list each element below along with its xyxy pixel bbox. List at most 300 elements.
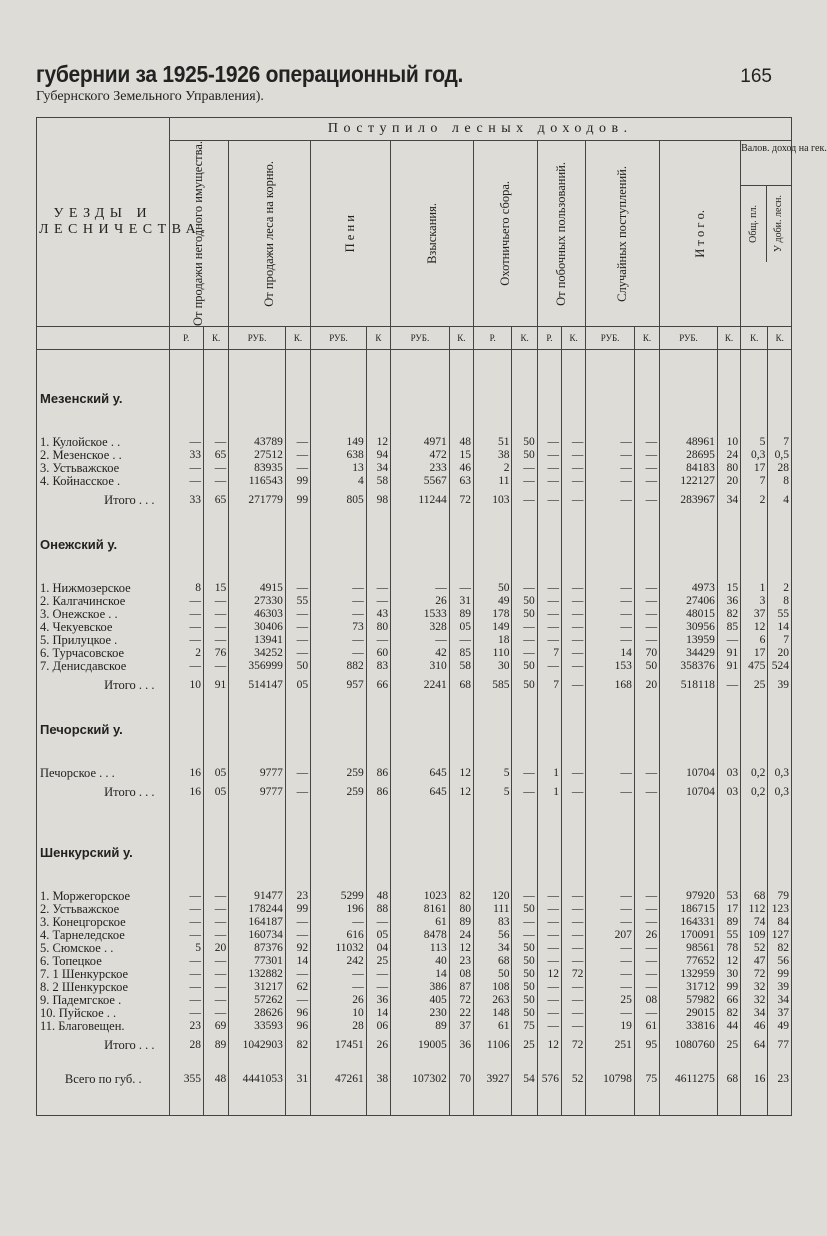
cell-value: 14: [366, 1007, 390, 1020]
district-row: [37, 711, 792, 737]
cell-value: 132959: [660, 968, 718, 981]
cell-value: 50: [512, 660, 537, 673]
page-subtitle: Губернского Земельного Управления).: [36, 89, 264, 104]
col-header-7: Случайных поступлений.: [586, 141, 660, 327]
cell-value: 34: [717, 488, 740, 512]
page-title: губернии за 1925-1926 операционный год.: [36, 62, 464, 88]
cell-value: —: [311, 634, 367, 647]
cell-value: 2: [768, 582, 792, 595]
cell-value: 37: [741, 608, 768, 621]
cell-value: 34429: [660, 647, 718, 660]
cell-value: —: [512, 647, 537, 660]
cell-value: —: [512, 475, 537, 488]
cell-value: —: [586, 955, 635, 968]
table-row: [37, 929, 792, 942]
cell-value: 66: [366, 673, 390, 697]
cell-value: 72: [449, 488, 473, 512]
cell-value: 356999: [229, 660, 286, 673]
cell-value: 4: [768, 488, 792, 512]
cell-value: —: [537, 449, 561, 462]
cell-value: 70: [634, 647, 659, 660]
cell-value: —: [537, 942, 561, 955]
cell-value: 84183: [660, 462, 718, 475]
cell-value: 10: [169, 673, 203, 697]
cell-value: —: [562, 475, 586, 488]
cell-value: 50: [512, 903, 537, 916]
cell-value: 26: [391, 595, 450, 608]
cell-value: 2: [474, 462, 512, 475]
cell-value: 55: [717, 929, 740, 942]
cell-value: —: [537, 582, 561, 595]
cell-value: —: [562, 647, 586, 660]
cell-value: —: [285, 647, 310, 660]
cell-value: 4915: [229, 582, 286, 595]
cell-value: 1: [741, 582, 768, 595]
cell-value: 242: [311, 955, 367, 968]
cell-value: 36: [449, 1033, 473, 1057]
cell-value: 23: [768, 1057, 792, 1101]
cell-value: 83: [366, 660, 390, 673]
cell-value: 5299: [311, 890, 367, 903]
cell-value: —: [512, 780, 537, 804]
cell-value: 55: [768, 608, 792, 621]
cell-value: —: [562, 916, 586, 929]
cell-value: —: [562, 462, 586, 475]
row-label: 7. Денисдавское: [37, 660, 170, 673]
cell-value: 77: [768, 1033, 792, 1057]
cell-value: —: [512, 767, 537, 780]
cell-value: 1042903: [229, 1033, 286, 1057]
cell-value: 96: [285, 1007, 310, 1020]
cell-value: 37: [768, 1007, 792, 1020]
cell-value: —: [366, 595, 390, 608]
cell-value: 170091: [660, 929, 718, 942]
cell-value: 31: [449, 595, 473, 608]
cell-value: 120: [474, 890, 512, 903]
cell-value: 56: [768, 955, 792, 968]
cell-value: 47261: [311, 1057, 367, 1101]
cell-value: 05: [203, 767, 228, 780]
cell-value: 475: [741, 660, 768, 673]
cell-value: —: [203, 595, 228, 608]
table-row: [37, 595, 792, 608]
cell-value: 263: [474, 994, 512, 1007]
cell-value: 95: [634, 1033, 659, 1057]
cell-value: —: [366, 634, 390, 647]
cell-value: 207: [586, 929, 635, 942]
cell-value: —: [311, 608, 367, 621]
cell-value: 96: [285, 1020, 310, 1033]
cell-value: 50: [285, 660, 310, 673]
cell-value: —: [537, 462, 561, 475]
cell-value: —: [562, 621, 586, 634]
cell-value: 47: [741, 955, 768, 968]
spacer-row: [37, 350, 792, 381]
cell-value: 638: [311, 449, 367, 462]
cell-value: 48: [203, 1057, 228, 1101]
cell-value: 80: [449, 903, 473, 916]
cell-value: —: [203, 608, 228, 621]
cell-value: 0,3: [768, 767, 792, 780]
cell-value: 12: [717, 955, 740, 968]
cell-value: 99: [768, 968, 792, 981]
cell-value: —: [562, 767, 586, 780]
cell-value: 251: [586, 1033, 635, 1057]
cell-value: 92: [285, 942, 310, 955]
cell-value: 38: [474, 449, 512, 462]
cell-value: 98: [366, 488, 390, 512]
cell-value: 4: [311, 475, 367, 488]
table-row: [37, 462, 792, 475]
cell-value: —: [285, 767, 310, 780]
cell-value: —: [366, 582, 390, 595]
unit-cell: РУБ.: [660, 327, 718, 350]
cell-value: 23: [169, 1020, 203, 1033]
row-label: Всего по губ. .: [37, 1057, 170, 1101]
cell-value: 25: [741, 673, 768, 697]
cell-value: 20: [634, 673, 659, 697]
cell-value: 08: [634, 994, 659, 1007]
cell-value: 18: [474, 634, 512, 647]
cell-value: —: [586, 436, 635, 449]
cell-value: 83935: [229, 462, 286, 475]
cell-value: —: [285, 634, 310, 647]
cell-value: 31: [285, 1057, 310, 1101]
cell-value: 79: [768, 890, 792, 903]
unit-cell: К.: [285, 327, 310, 350]
cell-value: 86: [366, 780, 390, 804]
cell-value: —: [586, 595, 635, 608]
cell-value: —: [169, 660, 203, 673]
cell-value: —: [586, 488, 635, 512]
cell-value: 36: [366, 994, 390, 1007]
cell-value: 7: [741, 475, 768, 488]
cell-value: 0,2: [741, 767, 768, 780]
cell-value: 82: [717, 1007, 740, 1020]
cell-value: 25: [717, 1033, 740, 1057]
cell-value: —: [203, 1007, 228, 1020]
col-header-1: От продажи негодного имущества.: [169, 141, 229, 327]
cell-value: 13959: [660, 634, 718, 647]
cell-value: 23: [285, 890, 310, 903]
cell-value: —: [562, 436, 586, 449]
cell-value: 50: [512, 942, 537, 955]
cell-value: 32: [741, 981, 768, 994]
cell-value: 164331: [660, 916, 718, 929]
cell-value: 178: [474, 608, 512, 621]
cell-value: —: [586, 968, 635, 981]
cell-value: 91: [203, 673, 228, 697]
cell-value: 49: [768, 1020, 792, 1033]
table-row: [37, 1020, 792, 1033]
cell-value: —: [203, 660, 228, 673]
cell-value: —: [203, 890, 228, 903]
cell-value: —: [586, 890, 635, 903]
group-title: Поступило лесных доходов.: [169, 118, 791, 141]
cell-value: —: [285, 582, 310, 595]
cell-value: —: [366, 968, 390, 981]
col-header-2: От продажи леса на корню.: [229, 141, 311, 327]
cell-value: 358376: [660, 660, 718, 673]
cell-value: —: [169, 462, 203, 475]
cell-value: 1533: [391, 608, 450, 621]
cell-value: 49: [474, 595, 512, 608]
cell-value: —: [391, 634, 450, 647]
cell-value: 8: [169, 582, 203, 595]
cell-value: 48961: [660, 436, 718, 449]
cell-value: 518118: [660, 673, 718, 697]
row-label: 4. Койнасское .: [37, 475, 170, 488]
cell-value: —: [634, 890, 659, 903]
cell-value: 91: [717, 660, 740, 673]
cell-value: 30: [474, 660, 512, 673]
cell-value: 50: [474, 968, 512, 981]
cell-value: 28: [311, 1020, 367, 1033]
cell-value: —: [203, 968, 228, 981]
table-row: [37, 767, 792, 780]
table-row: [37, 436, 792, 449]
cell-value: 04: [366, 942, 390, 955]
cell-value: —: [586, 462, 635, 475]
cell-value: —: [203, 462, 228, 475]
cell-value: —: [586, 942, 635, 955]
cell-value: —: [634, 955, 659, 968]
spacer-row: [37, 1101, 792, 1116]
col-header-9b: У доби. лесн.: [773, 195, 785, 253]
cell-value: 88: [366, 903, 390, 916]
cell-value: —: [586, 903, 635, 916]
cell-value: —: [562, 929, 586, 942]
unit-cell: К.: [717, 327, 740, 350]
cell-value: 10: [717, 436, 740, 449]
cell-value: 68: [474, 955, 512, 968]
cell-value: 1106: [474, 1033, 512, 1057]
cell-value: —: [586, 780, 635, 804]
cell-value: 10704: [660, 780, 718, 804]
cell-value: 11032: [311, 942, 367, 955]
cell-value: —: [586, 475, 635, 488]
cell-value: —: [634, 968, 659, 981]
cell-value: 65: [203, 488, 228, 512]
total-row: [37, 673, 792, 697]
row-label: 1. Кулойское . .: [37, 436, 170, 449]
cell-value: —: [311, 595, 367, 608]
unit-cell: Р.: [474, 327, 512, 350]
cell-value: —: [634, 488, 659, 512]
cell-value: 7: [768, 634, 792, 647]
cell-value: 61: [634, 1020, 659, 1033]
cell-value: 85: [449, 647, 473, 660]
cell-value: 2: [169, 647, 203, 660]
cell-value: —: [285, 462, 310, 475]
cell-value: 77652: [660, 955, 718, 968]
table-row: [37, 1007, 792, 1020]
cell-value: —: [169, 929, 203, 942]
cell-value: 15: [449, 449, 473, 462]
cell-value: 39: [768, 981, 792, 994]
cell-value: —: [562, 634, 586, 647]
cell-value: —: [203, 994, 228, 1007]
cell-value: 13: [311, 462, 367, 475]
cell-value: 74: [741, 916, 768, 929]
cell-value: 111: [474, 903, 512, 916]
cell-value: —: [562, 890, 586, 903]
cell-value: 149: [474, 621, 512, 634]
cell-value: —: [562, 955, 586, 968]
row-label: 11. Благовещен.: [37, 1020, 170, 1033]
cell-value: 108: [474, 981, 512, 994]
cell-value: —: [562, 1007, 586, 1020]
row-label: 2. Калгачинское: [37, 595, 170, 608]
cell-value: 50: [634, 660, 659, 673]
col-header-9: [741, 141, 827, 327]
cell-value: 233: [391, 462, 450, 475]
cell-value: 132882: [229, 968, 286, 981]
cell-value: 43: [366, 608, 390, 621]
cell-value: 4611275: [660, 1057, 718, 1101]
cell-value: —: [169, 981, 203, 994]
cell-value: —: [634, 1007, 659, 1020]
district-row: [37, 526, 792, 552]
cell-value: —: [586, 1007, 635, 1020]
row-label: 2. Мезенское . .: [37, 449, 170, 462]
cell-value: 76: [203, 647, 228, 660]
cell-value: —: [169, 634, 203, 647]
cell-value: —: [537, 436, 561, 449]
cell-value: 99: [285, 475, 310, 488]
cell-value: 84: [768, 916, 792, 929]
cell-value: 50: [512, 449, 537, 462]
cell-value: 16: [169, 767, 203, 780]
row-label: Печорское . . .: [37, 767, 170, 780]
cell-value: —: [634, 462, 659, 475]
cell-value: 26: [634, 929, 659, 942]
row-label: 6. Топецкое: [37, 955, 170, 968]
row-label: 5. Сюмское . .: [37, 942, 170, 955]
cell-value: —: [169, 621, 203, 634]
cell-value: 73: [311, 621, 367, 634]
cell-value: 30956: [660, 621, 718, 634]
cell-value: —: [562, 582, 586, 595]
cell-value: 50: [512, 595, 537, 608]
cell-value: 1: [537, 780, 561, 804]
cell-value: —: [169, 475, 203, 488]
cell-value: 72: [741, 968, 768, 981]
cell-value: 3: [741, 595, 768, 608]
cell-value: 17: [717, 903, 740, 916]
unit-cell: РУБ.: [586, 327, 635, 350]
spacer-row: [37, 552, 792, 582]
cell-value: 12: [537, 968, 561, 981]
cell-value: 06: [366, 1020, 390, 1033]
cell-value: 6: [741, 634, 768, 647]
unit-cell: К.: [634, 327, 659, 350]
cell-value: 89: [391, 1020, 450, 1033]
page-number: 165: [740, 66, 772, 87]
table-row: [37, 955, 792, 968]
cell-value: —: [537, 890, 561, 903]
spacer-row: [37, 737, 792, 767]
cell-value: 882: [311, 660, 367, 673]
cell-value: 310: [391, 660, 450, 673]
unit-cell: РУБ.: [229, 327, 286, 350]
cell-value: —: [634, 780, 659, 804]
cell-value: 50: [512, 673, 537, 697]
cell-value: 34: [741, 1007, 768, 1020]
cell-value: 05: [203, 780, 228, 804]
cell-value: 08: [449, 968, 473, 981]
cell-value: —: [634, 436, 659, 449]
row-label: 3. Устьважское: [37, 462, 170, 475]
cell-value: —: [169, 903, 203, 916]
cell-value: 11244: [391, 488, 450, 512]
cell-value: 28: [169, 1033, 203, 1057]
row-label: 6. Турчасовское: [37, 647, 170, 660]
cell-value: 355: [169, 1057, 203, 1101]
cell-value: —: [169, 595, 203, 608]
cell-value: —: [512, 890, 537, 903]
cell-value: —: [285, 994, 310, 1007]
cell-value: 112: [741, 903, 768, 916]
cell-value: —: [203, 916, 228, 929]
cell-value: 27512: [229, 449, 286, 462]
cell-value: 405: [391, 994, 450, 1007]
row-label: Итого . . .: [37, 1033, 170, 1057]
cell-value: —: [203, 929, 228, 942]
cell-value: —: [537, 1020, 561, 1033]
cell-value: 3927: [474, 1057, 512, 1101]
spacer-row: [37, 512, 792, 526]
table-row: [37, 621, 792, 634]
cell-value: 62: [285, 981, 310, 994]
cell-value: 20: [203, 942, 228, 955]
cell-value: 5: [474, 780, 512, 804]
cell-value: 28626: [229, 1007, 286, 1020]
cell-value: 75: [634, 1057, 659, 1101]
cell-value: 40: [391, 955, 450, 968]
cell-value: 12: [741, 621, 768, 634]
cell-value: —: [311, 916, 367, 929]
table-row: [37, 916, 792, 929]
district-name: Печорский у.: [37, 711, 170, 737]
cell-value: 26: [366, 1033, 390, 1057]
cell-value: 56: [474, 929, 512, 942]
cell-value: 13941: [229, 634, 286, 647]
spacer-row: [37, 804, 792, 834]
cell-value: —: [285, 621, 310, 634]
cell-value: 70: [449, 1057, 473, 1101]
row-label: 1. Моржегорское: [37, 890, 170, 903]
cell-value: 50: [512, 436, 537, 449]
unit-cell: К.: [768, 327, 792, 350]
cell-value: 27330: [229, 595, 286, 608]
cell-value: 44: [717, 1020, 740, 1033]
cell-value: 30: [717, 968, 740, 981]
cell-value: 576: [537, 1057, 561, 1101]
cell-value: —: [634, 608, 659, 621]
cell-value: 65: [203, 449, 228, 462]
cell-value: 53: [717, 890, 740, 903]
cell-value: 7: [537, 673, 561, 697]
cell-value: 30406: [229, 621, 286, 634]
cell-value: 17: [741, 462, 768, 475]
cell-value: —: [586, 621, 635, 634]
table-row: [37, 942, 792, 955]
cell-value: 585: [474, 673, 512, 697]
cell-value: 99: [285, 903, 310, 916]
cell-value: 87376: [229, 942, 286, 955]
cell-value: 77301: [229, 955, 286, 968]
